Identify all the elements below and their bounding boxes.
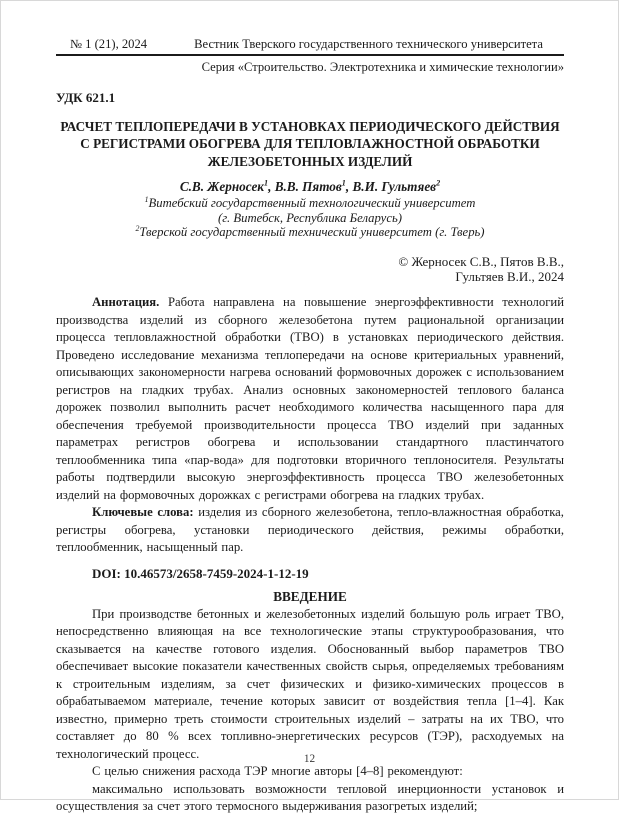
affiliation-line (56, 196, 564, 210)
copyright-notice (56, 254, 564, 284)
affiliation-text: Витебский государственный технологический университет (148, 196, 476, 211)
affiliations (56, 196, 564, 239)
affiliation-line (56, 211, 564, 225)
author-name: С.В. Жерносек (179, 179, 264, 195)
keywords-text: изделия из сборного железобетона, тепло-влажностная обработка, регистры обогрева, установки периодического действия, режимы обработки, теплообменник, насыщенный пар. (56, 505, 564, 555)
affiliation-superscript: 1 (144, 194, 149, 204)
copyright-line: Гультяев В.И., 2024 (455, 269, 564, 285)
header-rule (56, 54, 564, 56)
article-title-line: РАСЧЕТ ТЕПЛОПЕРЕДАЧИ В УСТАНОВКАХ ПЕРИОДИЧЕСКОГО ДЕЙСТВИЯ (60, 119, 560, 134)
author (352, 179, 440, 194)
article-title (56, 118, 564, 170)
article-title-line: С РЕГИСТРАМИ ОБОГРЕВА ДЛЯ ТЕПЛОВЛАЖНОСТНОЙ ОБРАБОТКИ (80, 136, 540, 152)
introduction-heading: ВВЕДЕНИЕ (273, 589, 347, 605)
author-name: В.В. Пятов (274, 179, 342, 195)
intro-paragraph: При производстве бетонных и железобетонных изделий большую роль играет ТВО, непосредственно влияющая на все технологические этапы структурообразования, что сказывается на качестве готового изделия. Обоснованный выбор параметров ТВО обеспечивает высокие показатели качественных свойств сырья, определяемых требованиям к строительным изделиям, за счет физических и физико-химических процессов в обрабатываемом материале, течение которых зависит от воздействия тепла [1–4]. Как известно, примерно треть стоимости строительных изделий – затраты на их ТВО, что составляет до 80 % всех топливно-энергетических ресурсов (ТЭР), расходуемых на технологический процесс. (56, 606, 564, 761)
affiliation-text: (г. Витебск, Республика Беларусь) (218, 210, 402, 225)
author (275, 179, 353, 194)
author-name: В.И. Гультяев (352, 179, 437, 195)
udc-code: УДК 621.1 (56, 90, 116, 105)
keywords-label: Ключевые слова: (92, 505, 194, 520)
author-superscript: 1 (341, 178, 346, 188)
affiliation-text: Тверской государственный технический университет (г. Тверь) (139, 225, 485, 240)
affiliation-superscript: 2 (135, 223, 140, 233)
abstract-text: Работа направлена на повышение энергоэффективности технологий производства изделий из сборного железобетона путем рациональной организации процесса тепловлажностной обработки (ТВО) в установках периодического действия. Проведено исследование механизма теплопередачи на основе критериальных уравнений, описывающих закономерности нагрева оснований формовочных дорожек с использованием регистров на гладких трубах. Анализ основных закономерностей теплового баланса дорожек позволил выполнить расчет необходимого количества насыщенного пара для обеспечения требуемой производительности процесса ТВО изделий при заданных параметрах регистров обогрева и использовании стандартного пластинчатого теплообменника типа «пар-вода» для подготовки вторичного теплоносителя. Результаты работы подтвердили высокую энергоэффективность процесса ТВО железобетонных изделий на формовочных дорожках с регистрами обогрева на гладких трубах. (56, 295, 564, 502)
author (180, 179, 275, 194)
author-superscript: 1 (264, 178, 269, 188)
abstract-label: Аннотация. (92, 295, 160, 310)
journal-title: Вестник Тверского государственного технического университета (194, 37, 543, 51)
keywords-paragraph (56, 504, 564, 557)
author-separator: , (345, 179, 353, 195)
issue-number: № 1 (21), 2024 (70, 37, 148, 51)
journal-series: Серия «Строительство. Электротехника и химические технологии» (201, 60, 564, 74)
journal-header (56, 37, 564, 52)
author-separator: , (268, 179, 275, 195)
affiliation-line (56, 225, 564, 239)
intro-paragraph: С целью снижения расхода ТЭР многие авторы [4–8] рекомендуют: (92, 764, 463, 779)
intro-paragraph: максимально использовать возможности тепловой инерционности установок и осуществления за счет этого термосного выдерживания разогретых изделий; (56, 781, 564, 814)
article-title-line: ЖЕЛЕЗОБЕТОННЫХ ИЗДЕЛИЙ (207, 153, 413, 169)
page-number: 12 (303, 753, 316, 765)
doi-line: DOI: 10.46573/2658-7459-2024-1-12-19 (92, 565, 309, 581)
authors-line (56, 179, 564, 195)
author-superscript: 2 (436, 178, 441, 188)
abstract-paragraph (56, 294, 564, 504)
copyright-line: © Жерносек С.В., Пятов В.В., (398, 254, 564, 270)
